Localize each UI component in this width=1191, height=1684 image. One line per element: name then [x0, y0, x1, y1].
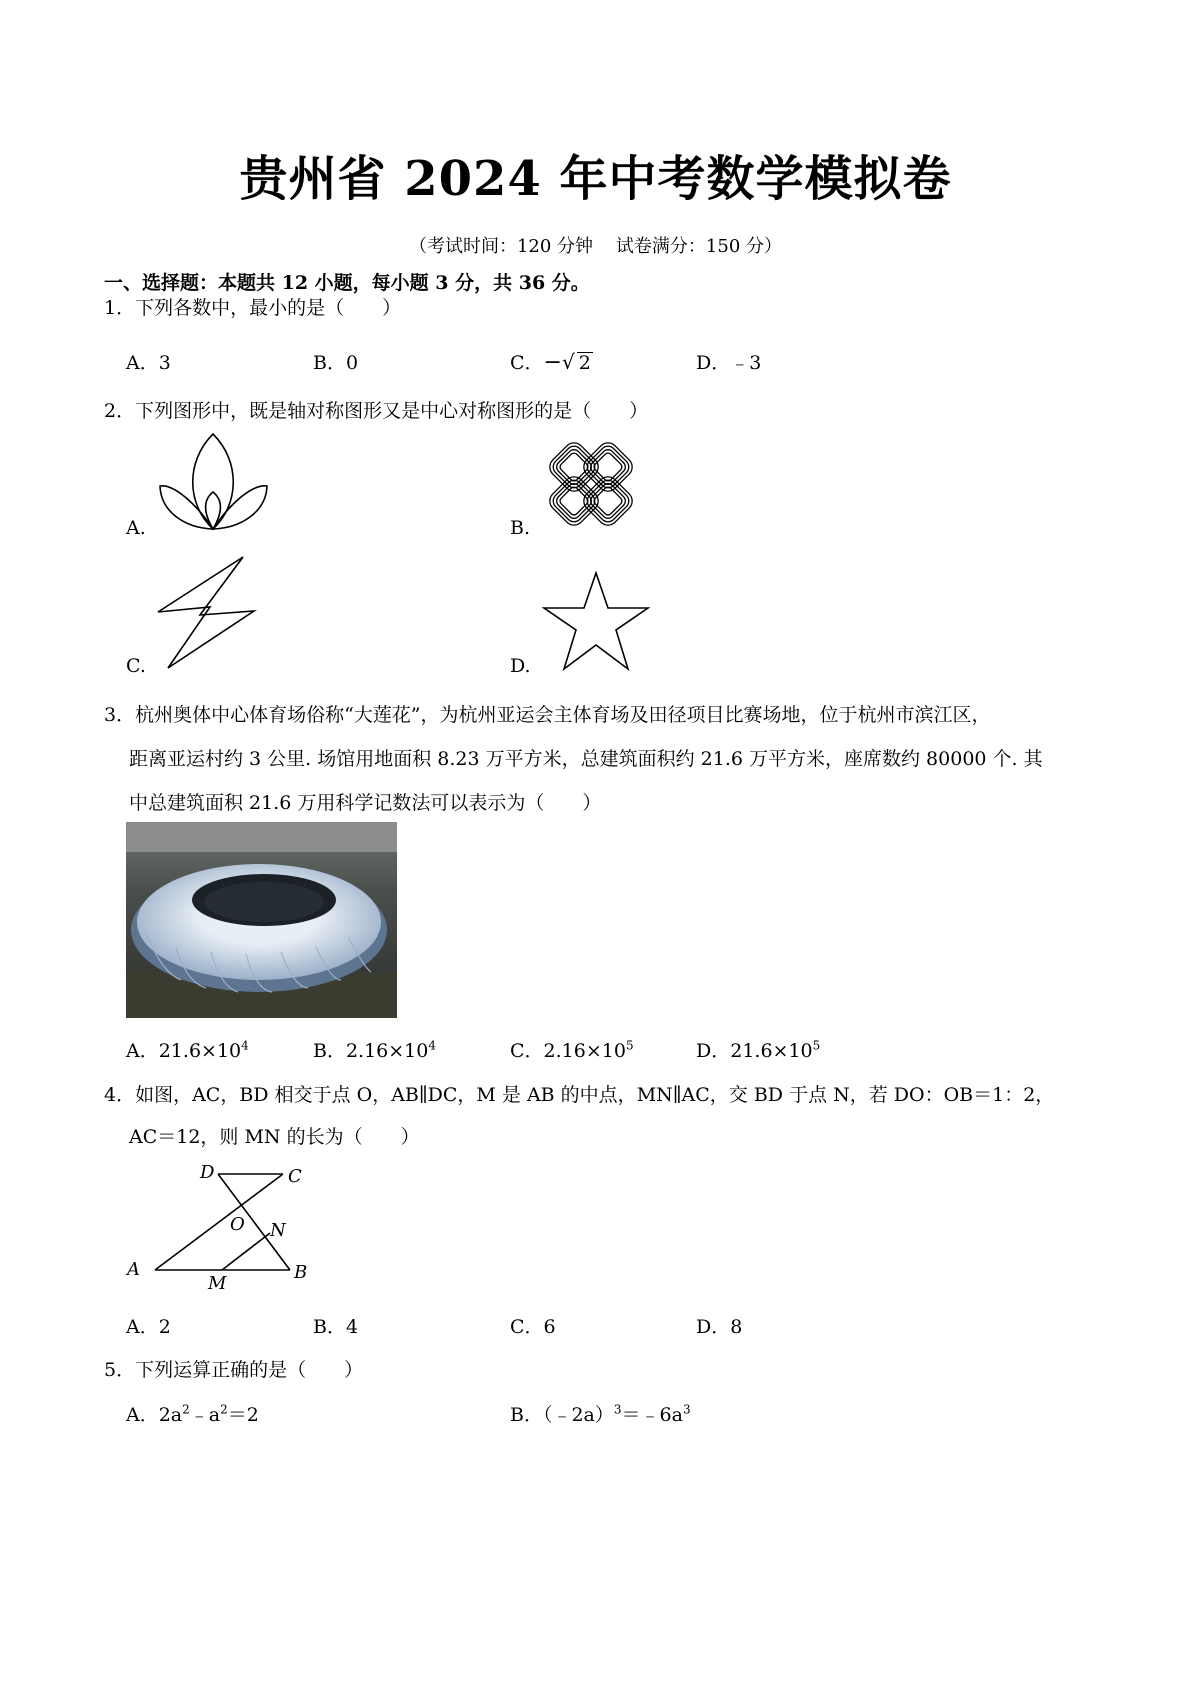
label-n: N: [270, 1220, 286, 1241]
question-1-stem: 1．下列各数中，最小的是（ ）: [104, 297, 402, 319]
q3-option-d: D．$21.6\times 10^5$: [696, 1038, 821, 1062]
label-b: B: [294, 1262, 308, 1283]
q5-option-a: A．$2a^2﹣a^2=2$: [126, 1402, 259, 1426]
section-heading: 一、选择题：本题共 12 小题，每小题 3 分，共 36 分。: [104, 272, 590, 294]
q5-option-b: B．$(﹣2a)^3=﹣6a^3$: [510, 1402, 691, 1426]
label-m: M: [208, 1273, 227, 1294]
star-figure: [540, 570, 652, 672]
question-2-stem: 2．下列图形中，既是轴对称图形又是中心对称图形的是（ ）: [104, 400, 649, 422]
q4-option-b: B．4: [313, 1316, 359, 1338]
question-4-line-1: 4．如图，AC，BD 相交于点 O，AB∥DC，M 是 AB 的中点，MN∥AC，交 BD 于点 N，若 DO：OB＝1：2，: [104, 1084, 1055, 1106]
question-5-stem: 5．下列运算正确的是（ ）: [104, 1359, 364, 1381]
label-a: A: [127, 1259, 140, 1280]
q1-option-d: D．﹣3: [696, 352, 762, 374]
q3-option-c: C．$2.16\times 10^5$: [510, 1038, 634, 1062]
label-c: C: [288, 1166, 302, 1187]
label-o: O: [230, 1214, 245, 1235]
lotus-figure: [155, 430, 275, 530]
lightning-figure: [155, 555, 257, 670]
q3-option-a: A．$21.6\times 10^4$: [126, 1038, 249, 1062]
geometry-figure: [120, 1158, 320, 1298]
question-3-line-2: 距离亚运村约 3 公里. 场馆用地面积 8.23 万平方米，总建筑面积约 21.6 万平方米，座席数约 80000 个. 其: [129, 748, 1043, 770]
q1-option-b: B．0: [313, 352, 359, 374]
interlocked-squares-figure: [540, 433, 642, 535]
page-title: 贵州省 2024 年中考数学模拟卷: [239, 151, 952, 207]
exam-info: （考试时间：120 分钟 试卷满分：150 分）: [408, 236, 783, 257]
q1-option-a: A．3: [126, 352, 171, 374]
q4-option-c: C．6: [510, 1316, 556, 1338]
label-d: D: [200, 1162, 215, 1183]
q1-option-c: C．−√ 2: [510, 350, 591, 375]
q4-option-a: A．2: [126, 1316, 171, 1338]
question-3-line-1: 3．杭州奥体中心体育场俗称“大莲花”，为杭州亚运会主体育场及田径项目比赛场地，位于杭州市滨江区，: [104, 704, 991, 726]
q2-option-b: B.: [510, 517, 531, 539]
q2-option-c: C.: [126, 655, 146, 677]
question-3-line-3: 中总建筑面积 21.6 万用科学记数法可以表示为（ ）: [129, 792, 602, 814]
question-4-line-2: AC＝12，则 MN 的长为（ ）: [129, 1126, 420, 1148]
q4-option-d: D．8: [696, 1316, 743, 1338]
q2-option-d: D.: [510, 655, 531, 677]
stadium-photo: [126, 822, 397, 1018]
q2-option-a: A.: [126, 517, 146, 539]
q3-option-b: B．$2.16\times 10^4$: [313, 1038, 437, 1062]
